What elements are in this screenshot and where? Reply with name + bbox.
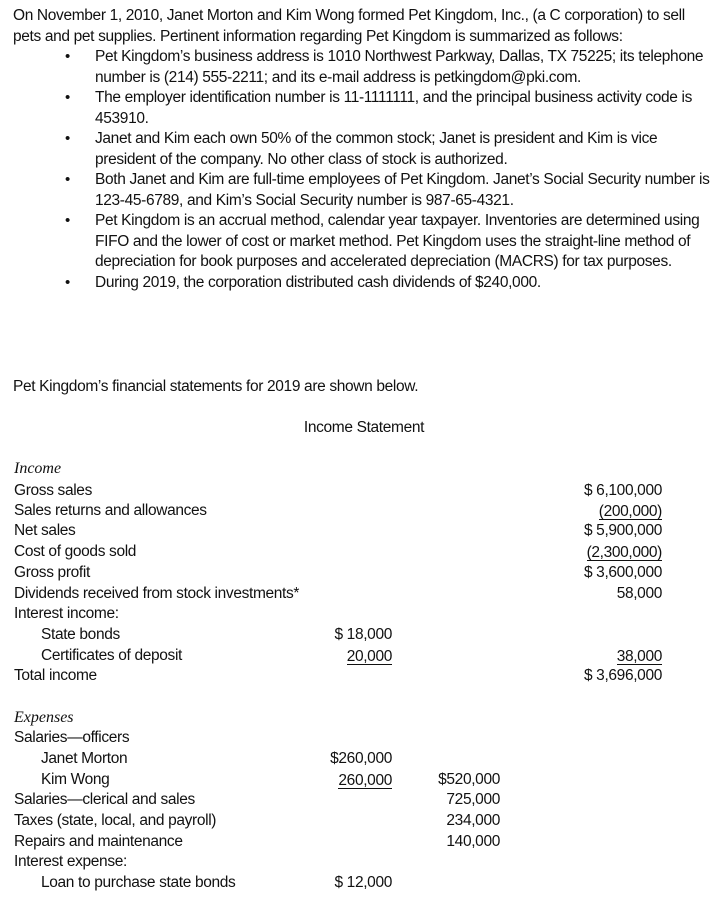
- loan-label: Loan to purchase state bonds: [41, 874, 236, 891]
- repairs-value: 140,000: [446, 833, 500, 850]
- kim-value: 260,000: [338, 772, 392, 789]
- intro-section: [13, 6, 713, 293]
- officers-total-value: $520,000: [438, 771, 500, 788]
- list-item: • Pet Kingdom is an accrual method, calendar year taxpayer. Inventories are determined using FIFO and the lower of cost or market method. Pet Kingdom uses the straight-line method of depreciation for book purposes and accelerated depreciation (MACRS) for tax purposes.: [13, 211, 713, 273]
- loan-value: $ 12,000: [334, 874, 392, 891]
- total-income-value: $ 3,696,000: [583, 667, 662, 684]
- cd-label: Certificates of deposit: [41, 647, 182, 664]
- expenses-heading: Expenses: [14, 709, 74, 726]
- cogs-value: (2,300,000): [586, 544, 662, 561]
- total-income-label: Total income: [14, 667, 97, 684]
- facts-list: [13, 47, 713, 293]
- net-sales-value: $ 5,900,000: [583, 522, 662, 539]
- cd-value: 20,000: [346, 648, 392, 665]
- clerical-label: Salaries—clerical and sales: [14, 791, 195, 808]
- gross-profit-value: $ 3,600,000: [583, 564, 662, 581]
- returns-label: Sales returns and allowances: [14, 502, 207, 519]
- taxes-label: Taxes (state, local, and payroll): [14, 812, 217, 829]
- net-sales-label: Net sales: [14, 522, 76, 539]
- gross-sales-label: Gross sales: [14, 482, 92, 499]
- repairs-label: Repairs and maintenance: [14, 833, 183, 850]
- taxes-value: 234,000: [446, 812, 500, 829]
- state-bonds-label: State bonds: [41, 626, 120, 643]
- salaries-officers-label: Salaries—officers: [14, 729, 130, 746]
- list-item: • Janet and Kim each own 50% of the common stock; Janet is president and Kim is vice president of the company. No other class of stock is authorized.: [13, 129, 713, 170]
- list-item: • Pet Kingdom’s business address is 1010 Northwest Parkway, Dallas, TX 75225; its telephone number is (214) 555-2211; and its e-mail address is petkingdom@pki.com.: [13, 47, 713, 88]
- dividends-value: 58,000: [616, 585, 662, 602]
- intro-paragraph: On November 1, 2010, Janet Morton and Kim Wong formed Pet Kingdom, Inc., (a C corporation) to sell pets and pet supplies. Pertinent information regarding Pet Kingdom is summarized as follows:: [13, 7, 685, 45]
- gross-profit-label: Gross profit: [14, 564, 90, 581]
- interest-total-value: 38,000: [616, 648, 662, 665]
- clerical-value: 725,000: [446, 791, 500, 808]
- income-statement-title: Income Statement: [303, 419, 425, 436]
- janet-label: Janet Morton: [41, 750, 128, 767]
- list-item: • Both Janet and Kim are full-time employees of Pet Kingdom. Janet’s Social Security number is 123-45-6789, and Kim’s Social Security number is 987-65-4321.: [13, 170, 713, 211]
- gross-sales-value: $ 6,100,000: [583, 482, 662, 499]
- income-heading: Income: [14, 460, 62, 477]
- interest-income-label: Interest income:: [14, 605, 119, 622]
- list-item: • During 2019, the corporation distributed cash dividends of $240,000.: [13, 273, 713, 294]
- dividends-label: Dividends received from stock investments*: [14, 585, 300, 602]
- list-item: • The employer identification number is 11-1111111, and the principal business activity code is 453910.: [13, 88, 713, 129]
- kim-label: Kim Wong: [41, 771, 110, 788]
- cogs-label: Cost of goods sold: [14, 543, 137, 560]
- state-bonds-value: $ 18,000: [334, 626, 392, 643]
- interest-expense-label: Interest expense:: [14, 853, 127, 870]
- returns-value: (200,000): [598, 503, 662, 520]
- statements-intro: Pet Kingdom’s financial statements for 2019 are shown below.: [13, 378, 419, 395]
- janet-value: $260,000: [330, 750, 392, 767]
